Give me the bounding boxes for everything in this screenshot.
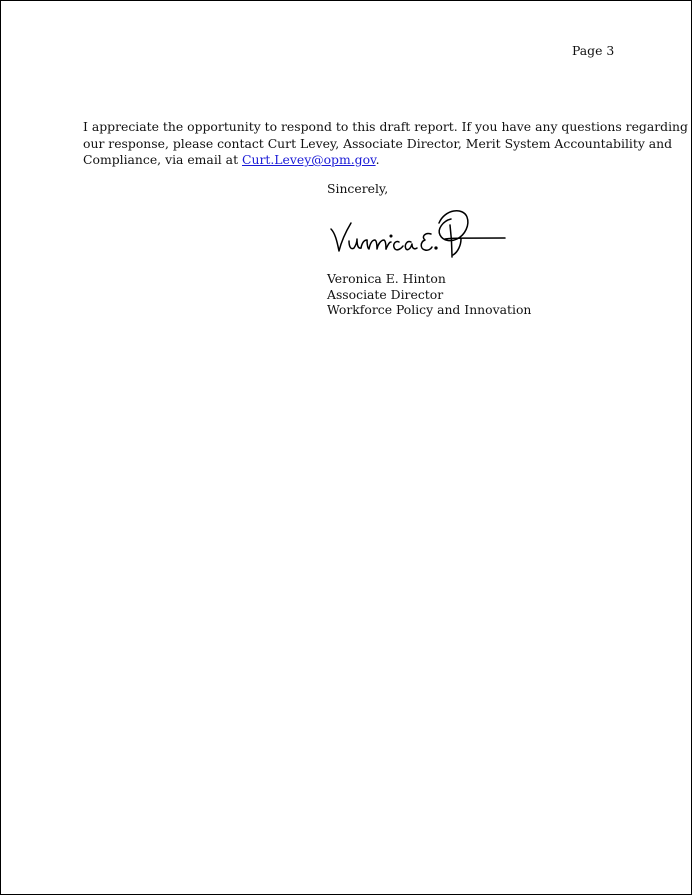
- signer-block: [327, 271, 531, 318]
- paragraph-line-3-suffix: .: [375, 152, 380, 167]
- paragraph-line-2: our response, please contact Curt Levey, Associate Director, Merit System Accountability and: [83, 135, 673, 151]
- handwritten-signature: [327, 199, 513, 265]
- signer-office: Workforce Policy and Innovation: [327, 302, 532, 318]
- paragraph-line-3: [83, 152, 623, 169]
- paragraph-line-3-prefix: Compliance, via email at: [83, 152, 242, 167]
- paragraph-line-1: I appreciate the opportunity to respond to this draft report. If you have any questions regarding: [83, 119, 688, 134]
- closing-salutation: Sincerely,: [327, 181, 389, 196]
- signer-title: Associate Director: [327, 286, 444, 302]
- email-link[interactable]: Curt.Levey@opm.gov: [242, 152, 376, 167]
- signer-name: Veronica E. Hinton: [327, 271, 446, 286]
- page-number: Page 3: [572, 43, 615, 58]
- body-paragraph: [83, 119, 688, 169]
